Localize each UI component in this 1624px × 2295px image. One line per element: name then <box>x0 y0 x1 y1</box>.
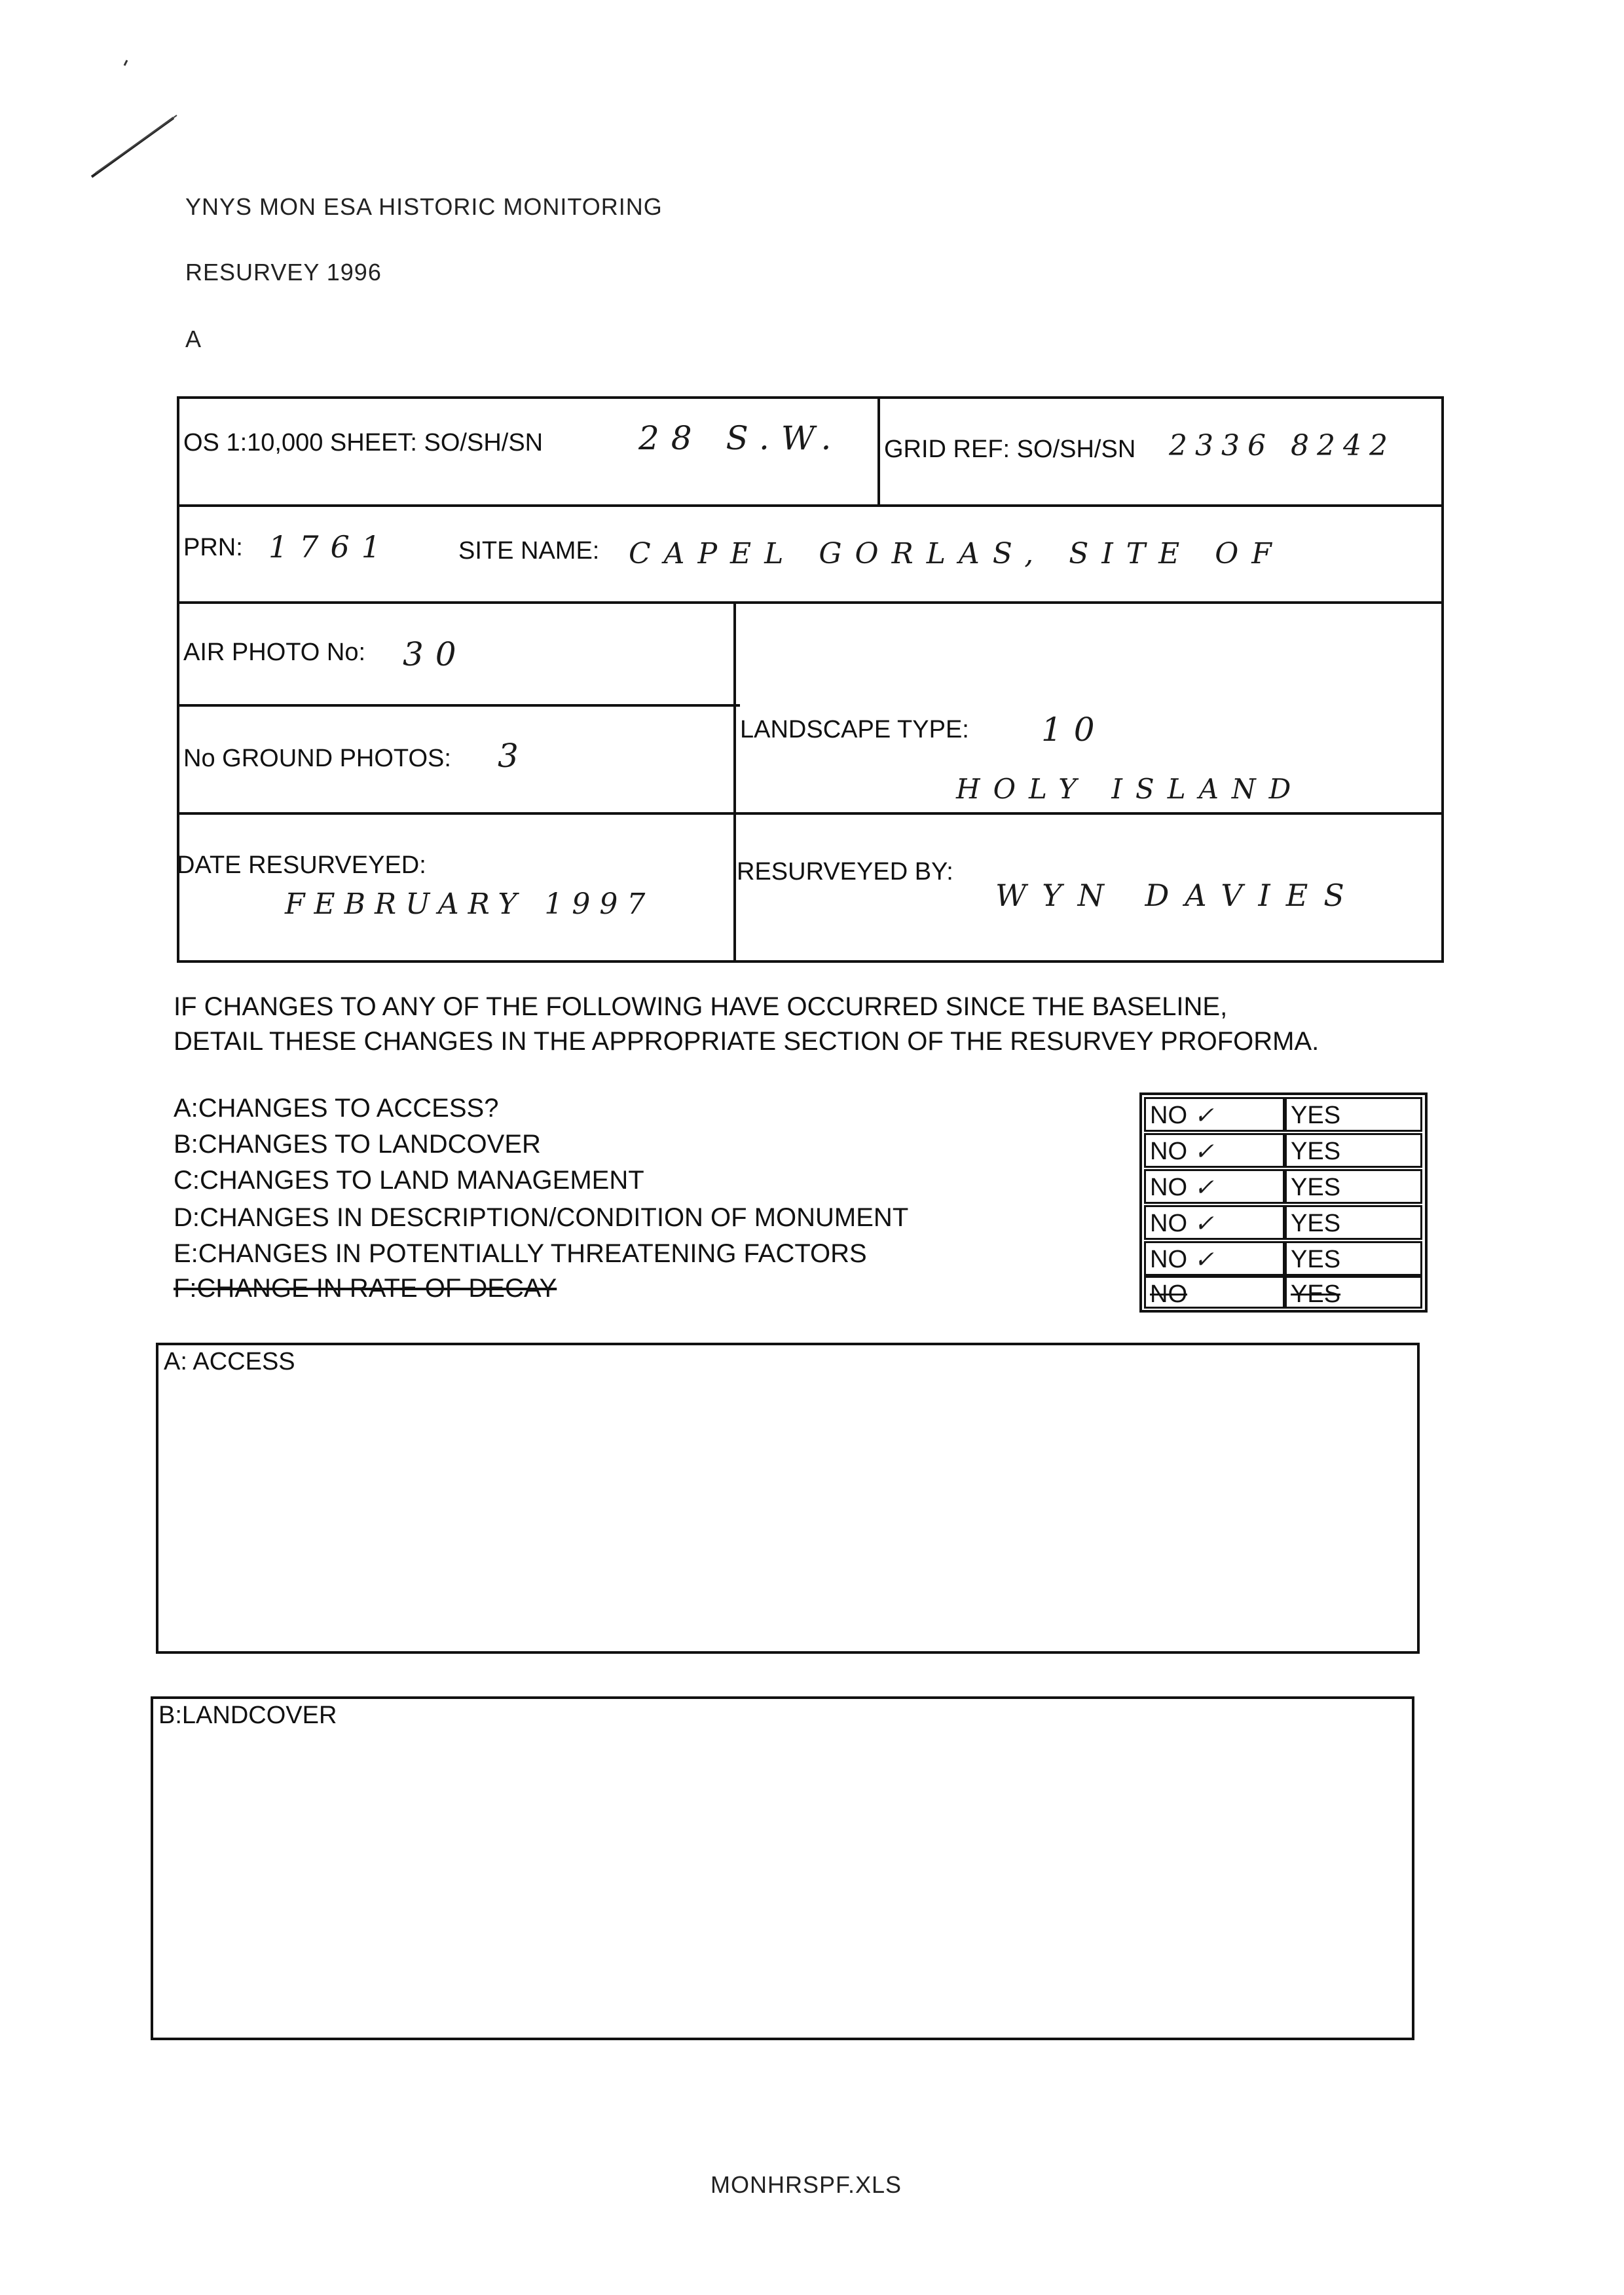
no-option-threatening-factors[interactable]: NO ✓ <box>1144 1241 1285 1276</box>
landcover-section[interactable] <box>151 1696 1414 2040</box>
yes-option-access[interactable]: YES <box>1285 1097 1422 1132</box>
instructions-line-1: IF CHANGES TO ANY OF THE FOLLOWING HAVE OCCURRED SINCE THE BASELINE, <box>174 992 1228 1021</box>
landcover-section-label: B:LANDCOVER <box>158 1702 337 1729</box>
no-option-access[interactable]: NO ✓ <box>1144 1097 1285 1132</box>
checkmark-icon: ✓ <box>1194 1246 1214 1273</box>
checkmark-icon: ✓ <box>1194 1174 1214 1201</box>
question-land-management: C:CHANGES TO LAND MANAGEMENT <box>174 1166 644 1195</box>
os-sheet-label: OS 1:10,000 SHEET: SO/SH/SN <box>183 429 544 457</box>
yes-option-landcover[interactable]: YES <box>1285 1133 1422 1168</box>
access-section[interactable] <box>156 1343 1420 1654</box>
resurveyed-by-label: RESURVEYED BY: <box>737 858 953 886</box>
question-landcover: B:CHANGES TO LANDCOVER <box>174 1130 541 1159</box>
checkmark-icon: ✓ <box>1194 1102 1214 1129</box>
instructions-line-2: DETAIL THESE CHANGES IN THE APPROPRIATE SECTION OF THE RESURVEY PROFORMA. <box>174 1027 1320 1056</box>
site-name-label: SITE NAME: <box>458 537 600 565</box>
resurveyed-by-value[interactable]: WYN DAVIES <box>995 878 1360 913</box>
grid-ref-value[interactable]: 2336 8242 <box>1169 429 1395 462</box>
landscape-type-label: LANDSCAPE TYPE: <box>740 716 969 743</box>
question-threatening-factors: E:CHANGES IN POTENTIALLY THREATENING FACTORS <box>174 1239 867 1268</box>
question-access: A:CHANGES TO ACCESS? <box>174 1094 499 1123</box>
footer-filename: MONHRSPF.XLS <box>710 2171 902 2198</box>
no-option-rate-of-decay: NO <box>1144 1276 1285 1309</box>
question-rate-of-decay: F:CHANGE IN RATE OF DECAY <box>174 1274 557 1303</box>
yes-option-description-condition[interactable]: YES <box>1285 1205 1422 1240</box>
section-letter: A <box>185 326 202 352</box>
pen-mark-icon <box>85 52 190 183</box>
yes-option-rate-of-decay: YES <box>1285 1276 1422 1309</box>
date-resurveyed-value[interactable]: FEBRUARY 1997 <box>285 887 655 921</box>
no-option-land-management[interactable]: NO ✓ <box>1144 1169 1285 1204</box>
prn-value[interactable]: 1761 <box>268 529 393 565</box>
checkmark-icon: ✓ <box>1194 1210 1214 1237</box>
document-subtitle: RESURVEY 1996 <box>185 259 382 286</box>
ground-photos-value[interactable]: 3 <box>498 737 530 775</box>
date-resurveyed-label: DATE RESURVEYED: <box>177 851 426 879</box>
no-option-landcover[interactable]: NO ✓ <box>1144 1133 1285 1168</box>
grid-ref-label: GRID REF: SO/SH/SN <box>884 436 1136 463</box>
access-section-label: A: ACCESS <box>164 1348 295 1375</box>
landscape-type-value[interactable]: 10 <box>1041 711 1107 749</box>
yes-option-threatening-factors[interactable]: YES <box>1285 1241 1422 1276</box>
question-description-condition: D:CHANGES IN DESCRIPTION/CONDITION OF MONUMENT <box>174 1203 909 1232</box>
air-photo-value[interactable]: 30 <box>403 635 468 673</box>
ground-photos-label: No GROUND PHOTOS: <box>183 745 451 772</box>
os-sheet-value[interactable]: 28 S.W. <box>638 419 843 457</box>
air-photo-label: AIR PHOTO No: <box>183 639 366 666</box>
site-name-value[interactable]: CAPEL GORLAS, SITE OF <box>629 537 1285 570</box>
landscape-type-name[interactable]: HOLY ISLAND <box>956 773 1304 805</box>
yes-option-land-management[interactable]: YES <box>1285 1169 1422 1204</box>
no-option-description-condition[interactable]: NO ✓ <box>1144 1205 1285 1240</box>
document-title: YNYS MON ESA HISTORIC MONITORING <box>185 193 663 220</box>
prn-label: PRN: <box>183 534 243 561</box>
checkmark-icon: ✓ <box>1194 1138 1214 1165</box>
